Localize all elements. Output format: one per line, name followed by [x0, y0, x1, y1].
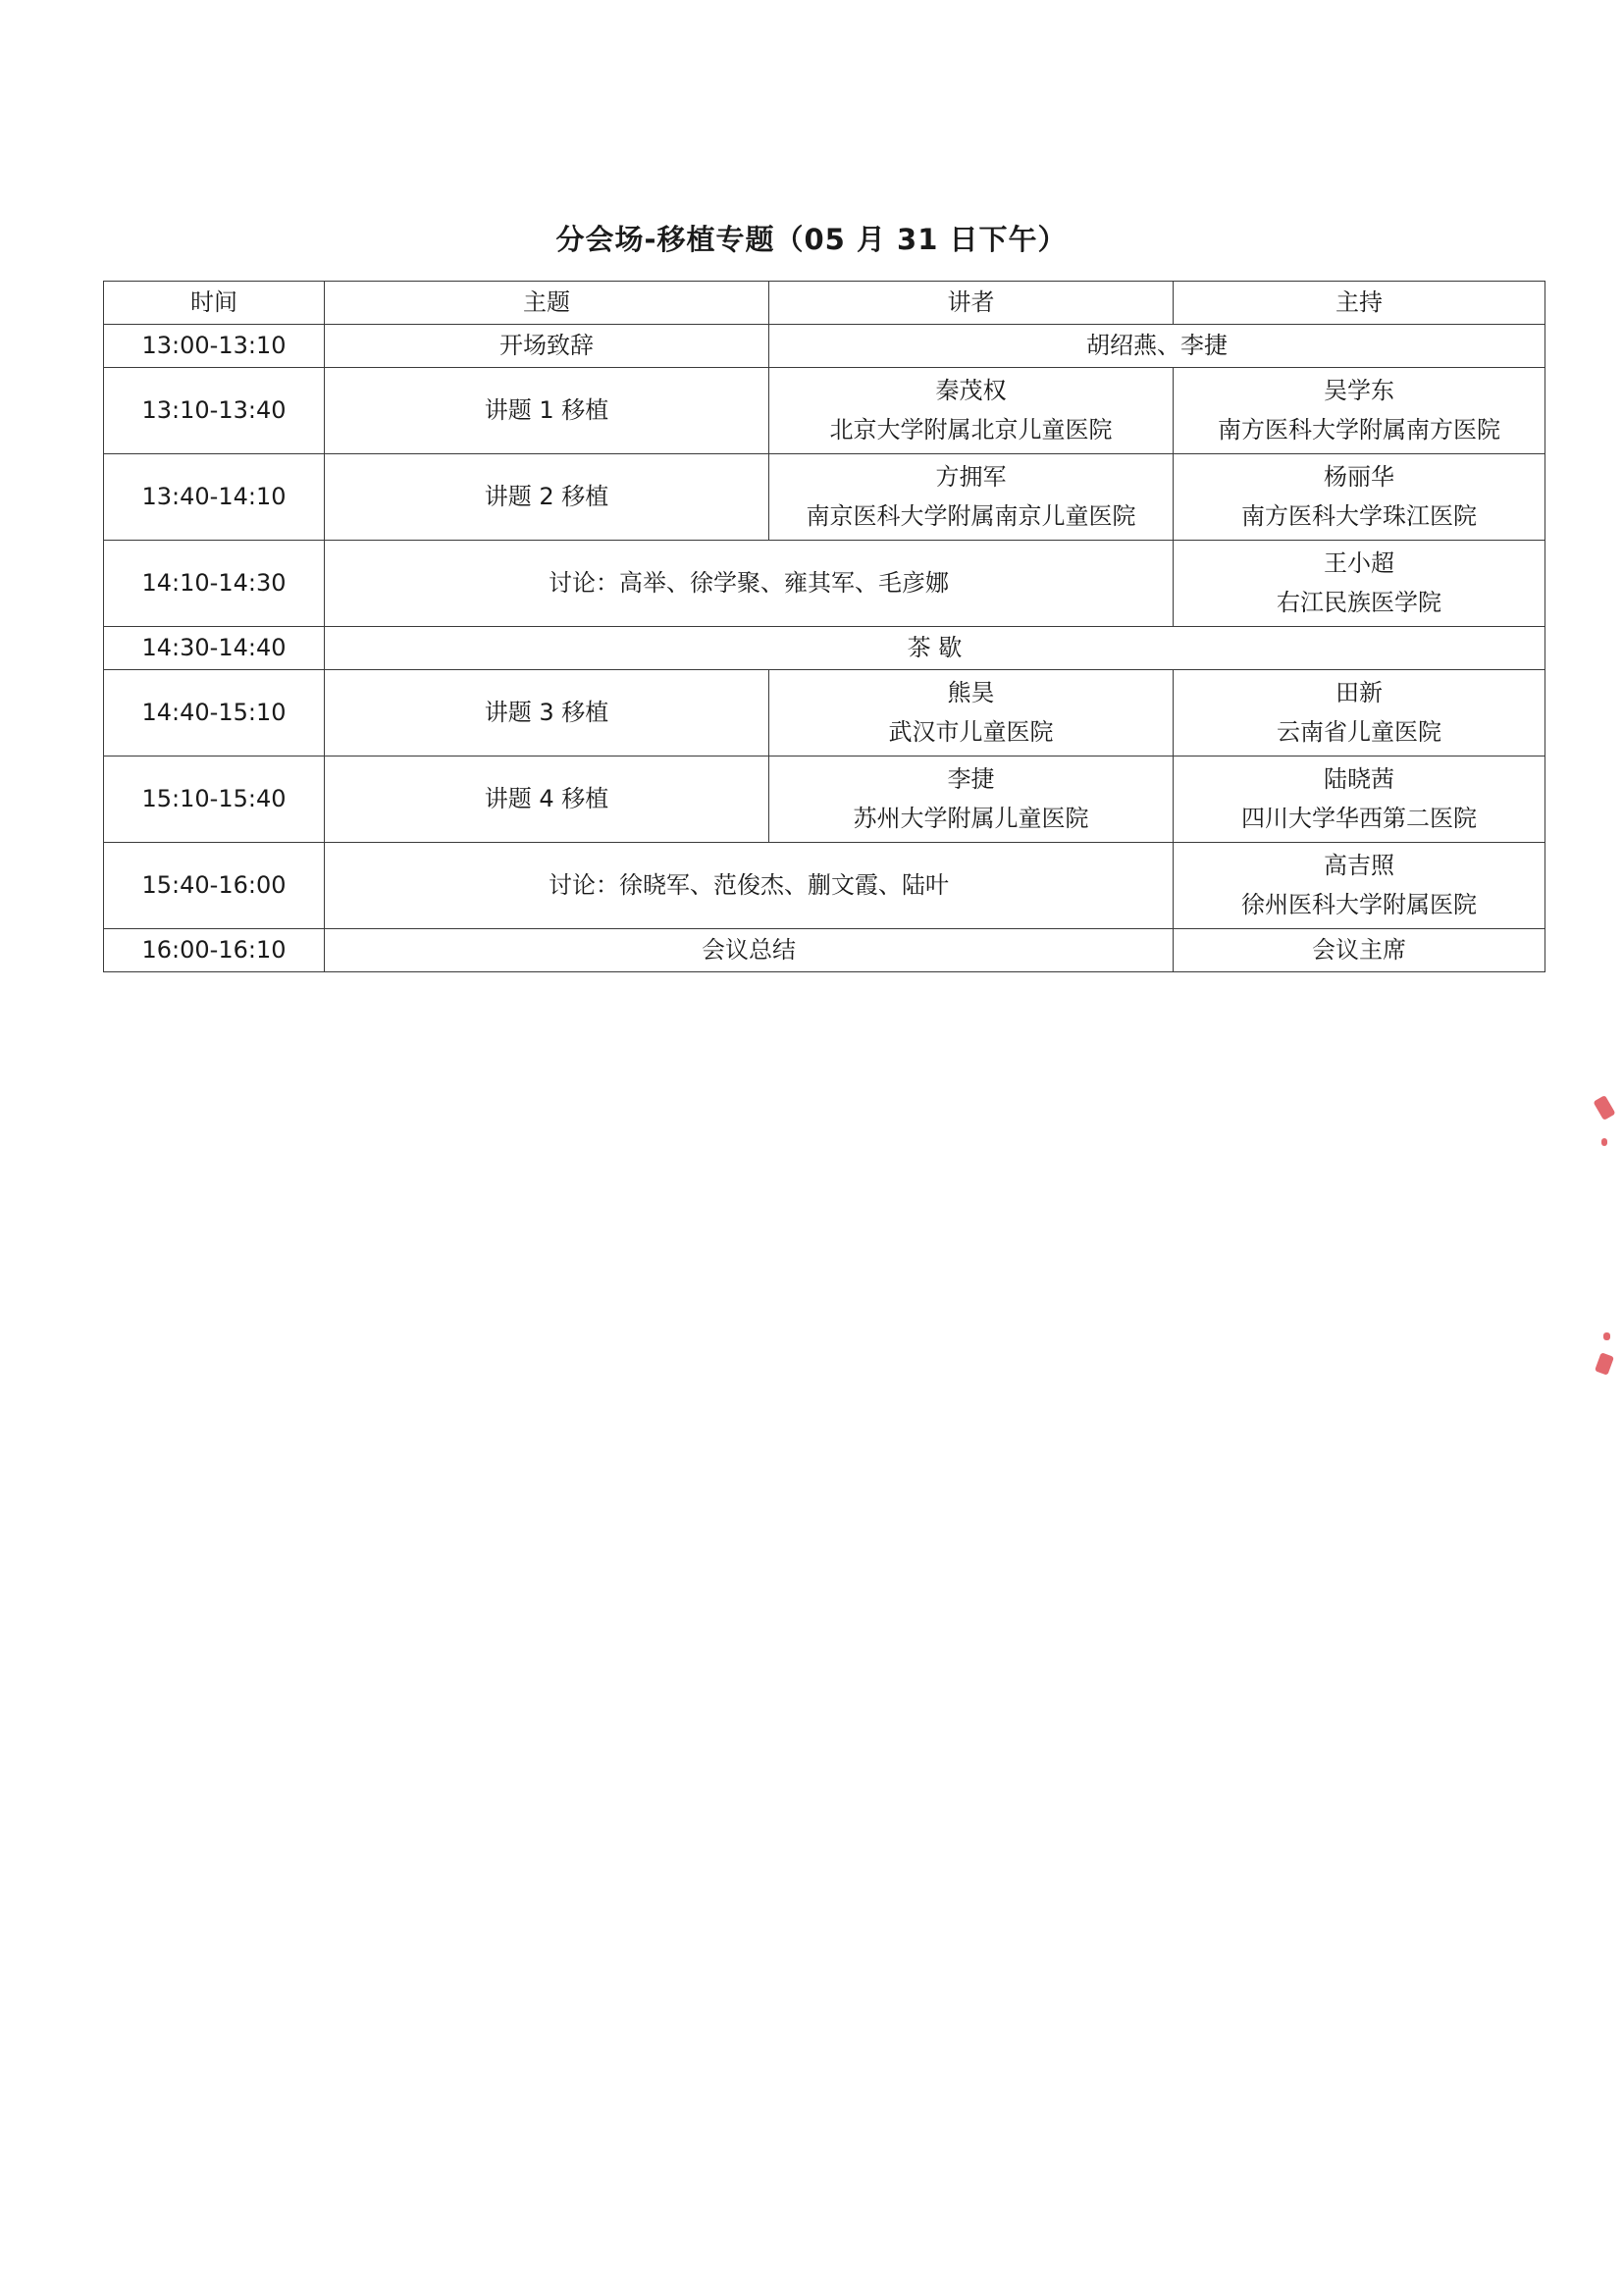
- host-name: 杨丽华: [1324, 462, 1394, 491]
- break-cell: 茶 歇: [325, 627, 1545, 670]
- table-row: [104, 325, 1545, 368]
- discussion-cell: 讨论：高举、徐学聚、雍其军、毛彦娜: [325, 541, 1174, 627]
- stamp-mark: [1595, 1352, 1614, 1376]
- host-org: 云南省儿童医院: [1277, 717, 1441, 746]
- stamp-mark: [1603, 1332, 1610, 1340]
- host-org: 南方医科大学珠江医院: [1241, 501, 1477, 530]
- speaker-org: 武汉市儿童医院: [888, 717, 1054, 746]
- host-cell: [1174, 757, 1545, 843]
- host-name: 陆晓茜: [1324, 764, 1394, 793]
- time-cell: 13:10-13:40: [104, 368, 325, 454]
- topic-cell: 讲题 4 移植: [325, 757, 769, 843]
- stamp-mark: [1601, 1138, 1607, 1146]
- host-org: 四川大学华西第二医院: [1241, 804, 1477, 832]
- host-org: 徐州医科大学附属医院: [1241, 890, 1477, 918]
- speaker-org: 苏州大学附属儿童医院: [853, 804, 1089, 832]
- table-header-row: [104, 282, 1545, 325]
- host-name: 吴学东: [1324, 376, 1394, 404]
- speaker-cell: [769, 368, 1174, 454]
- topic-cell: 讲题 1 移植: [325, 368, 769, 454]
- topic-cell: 开场致辞: [325, 325, 769, 368]
- table-row: [104, 843, 1545, 929]
- table-row: [104, 627, 1545, 670]
- host-cell: [1174, 670, 1545, 757]
- topic-cell: 讲题 2 移植: [325, 454, 769, 541]
- time-cell: 15:40-16:00: [104, 843, 325, 929]
- speaker-name: 方拥军: [935, 462, 1007, 491]
- discussion-cell: 讨论：徐晓军、范俊杰、蒯文霞、陆叶: [325, 843, 1174, 929]
- host-cell: [1174, 454, 1545, 541]
- host-name: 田新: [1335, 678, 1383, 706]
- speaker-name: 秦茂权: [935, 376, 1007, 404]
- speaker-org: 南京医科大学附属南京儿童医院: [806, 501, 1136, 530]
- host-org: 南方医科大学附属南方医院: [1218, 415, 1500, 444]
- time-cell: 13:00-13:10: [104, 325, 325, 368]
- header-host: 主持: [1174, 282, 1545, 325]
- header-time: 时间: [104, 282, 325, 325]
- time-cell: 14:30-14:40: [104, 627, 325, 670]
- topic-cell: 讲题 3 移植: [325, 670, 769, 757]
- speaker-cell: [769, 757, 1174, 843]
- header-speaker: 讲者: [769, 282, 1174, 325]
- time-cell: 13:40-14:10: [104, 454, 325, 541]
- schedule-table: [103, 281, 1545, 972]
- table-row: [104, 541, 1545, 627]
- table-row: [104, 454, 1545, 541]
- host-cell: [1174, 541, 1545, 627]
- stamp-mark: [1593, 1095, 1615, 1121]
- speaker-name: 李捷: [947, 764, 995, 793]
- host-cell: [1174, 843, 1545, 929]
- time-cell: 15:10-15:40: [104, 757, 325, 843]
- speaker-host-cell: 胡绍燕、李捷: [769, 325, 1545, 368]
- host-cell: 会议主席: [1174, 929, 1545, 972]
- host-cell: [1174, 368, 1545, 454]
- speaker-name: 熊昊: [947, 678, 995, 706]
- time-cell: 16:00-16:10: [104, 929, 325, 972]
- table-row: [104, 757, 1545, 843]
- table-row: [104, 368, 1545, 454]
- header-topic: 主题: [325, 282, 769, 325]
- host-name: 高吉照: [1324, 851, 1394, 879]
- table-row: [104, 670, 1545, 757]
- table-row: [104, 929, 1545, 972]
- time-cell: 14:40-15:10: [104, 670, 325, 757]
- host-name: 王小超: [1324, 548, 1394, 577]
- page-title: 分会场-移植专题（05 月 31 日下午）: [555, 223, 1068, 256]
- speaker-cell: [769, 454, 1174, 541]
- host-org: 右江民族医学院: [1277, 588, 1441, 616]
- speaker-cell: [769, 670, 1174, 757]
- speaker-org: 北京大学附属北京儿童医院: [829, 415, 1113, 444]
- topic-cell: 会议总结: [325, 929, 1174, 972]
- time-cell: 14:10-14:30: [104, 541, 325, 627]
